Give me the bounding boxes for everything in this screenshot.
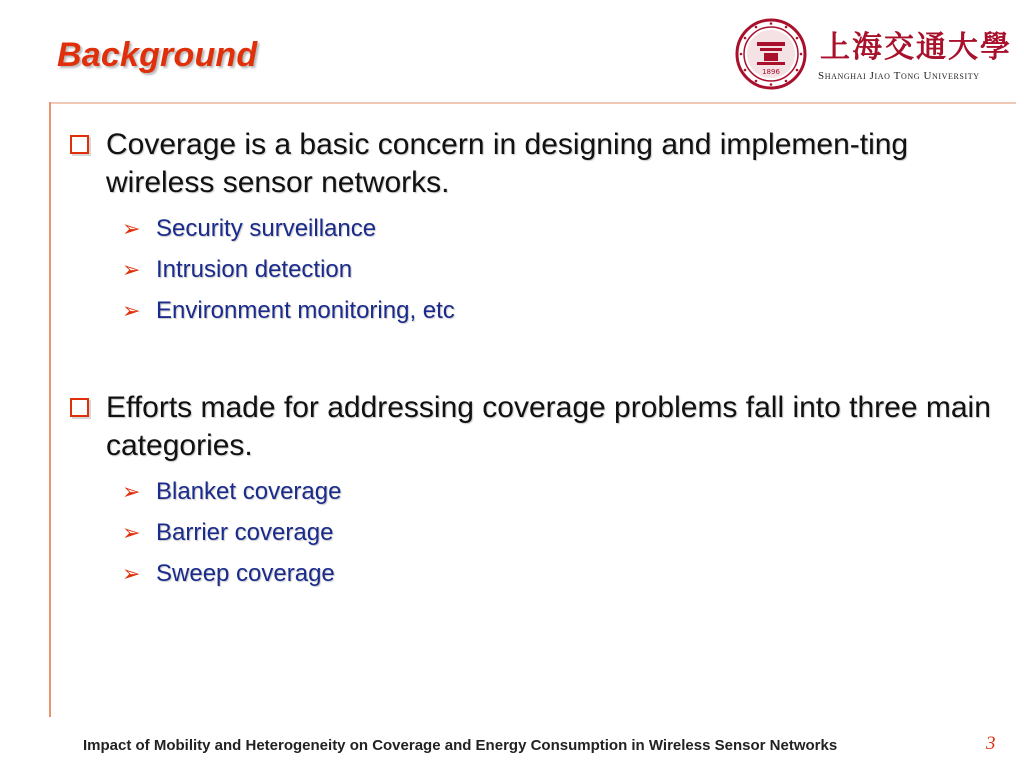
- arrow-bullet-icon: ➢: [122, 298, 141, 323]
- arrow-bullet-icon: ➢: [122, 257, 141, 282]
- bullet-coverage-categories: [70, 389, 1010, 465]
- checkbox-bullet-icon: [70, 398, 89, 417]
- arrow-bullet-icon: ➢: [122, 216, 141, 241]
- list-item: [70, 512, 1010, 553]
- subitem-text: Sweep coverage: [156, 560, 335, 587]
- logo-english-name: Shanghai Jiao Tong University: [818, 70, 980, 82]
- bullet-coverage-concern: [70, 126, 1010, 202]
- subitem-text: Barrier coverage: [156, 519, 334, 546]
- arrow-bullet-icon: ➢: [122, 520, 141, 545]
- list-item: [70, 553, 1010, 594]
- slide-title: Background: [57, 36, 258, 74]
- logo-chinese-name: 上海交通大學: [820, 30, 1012, 65]
- list-item: [70, 290, 1010, 331]
- left-divider: [49, 102, 51, 717]
- subitem-text: Security surveillance: [156, 215, 377, 242]
- bullet-text: Efforts made for addressing coverage problems fall into three main categories.: [106, 391, 991, 462]
- arrow-bullet-icon: ➢: [122, 561, 141, 586]
- slide-body: [70, 126, 1010, 594]
- header-divider: [50, 102, 1016, 104]
- sublist-categories: [70, 471, 1010, 594]
- subitem-text: Intrusion detection: [156, 256, 353, 283]
- subitem-text: Blanket coverage: [156, 478, 342, 505]
- page-number: 3: [986, 733, 996, 754]
- bullet-text: Coverage is a basic concern in designing and implemen-ting wireless sensor networks.: [106, 128, 909, 199]
- arrow-bullet-icon: ➢: [122, 479, 141, 504]
- subitem-text: Environment monitoring, etc: [156, 297, 455, 324]
- list-item: [70, 471, 1010, 512]
- list-item: [70, 249, 1010, 290]
- slide-footer: Impact of Mobility and Heterogeneity on Coverage and Energy Consumption in Wireless Sensor Networks: [83, 737, 838, 754]
- checkbox-bullet-icon: [70, 135, 89, 154]
- university-logo: [735, 18, 1012, 90]
- seal-year: 1896: [762, 68, 780, 76]
- university-seal-icon: [735, 18, 807, 90]
- list-item: [70, 208, 1010, 249]
- sublist-applications: [70, 208, 1010, 331]
